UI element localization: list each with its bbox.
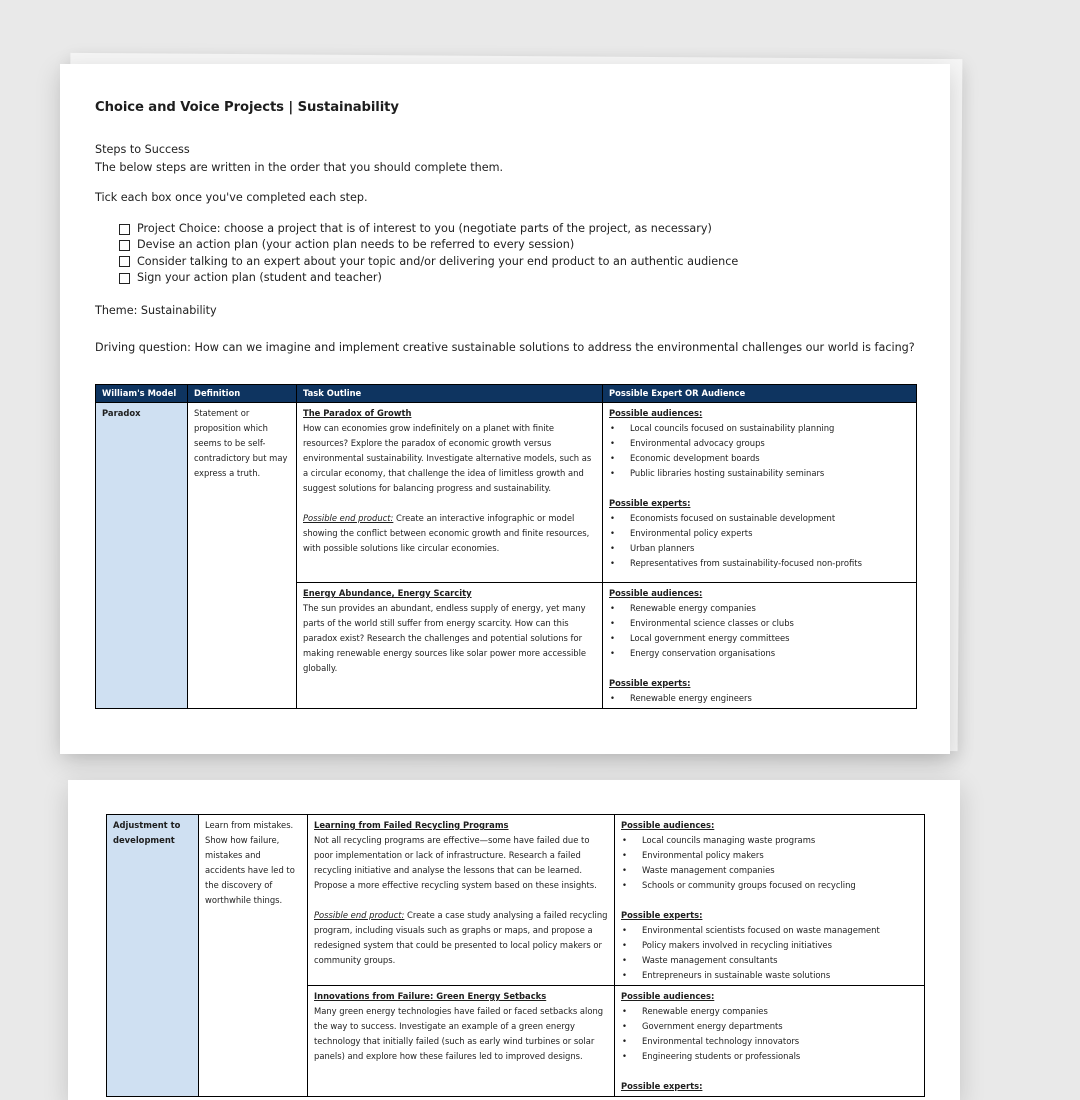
task-title: Innovations from Failure: Green Energy Setbacks	[314, 991, 547, 1001]
experts-label: Possible experts:	[621, 1081, 703, 1091]
list-item: • Environmental scientists focused on waste management	[621, 923, 918, 938]
model-cell: Paradox	[96, 403, 188, 709]
definition-cell: Learn from mistakes. Show how failure, mistakes and accidents have led to the discovery of worthwhile things.	[199, 815, 308, 1097]
experts-list	[609, 511, 910, 571]
list-item: • Policy makers involved in recycling initiatives	[621, 938, 918, 953]
list-item: • Local councils focused on sustainability planning	[609, 421, 910, 436]
list-item: • Renewable energy companies	[609, 601, 910, 616]
list-item: • Renewable energy engineers	[609, 691, 910, 706]
list-item: • Economists focused on sustainable development	[609, 511, 910, 526]
checklist-item[interactable]	[119, 221, 917, 237]
list-item: • Environmental technology innovators	[621, 1034, 918, 1049]
task-body: Not all recycling programs are effective—some have failed due to poor implementation or lack of infrastructure. Research a failed recycling initiative and analyse the lessons that can be learned. Propose a more effective recycling system based on these insights.	[314, 835, 597, 890]
list-item: • Environmental policy experts	[609, 526, 910, 541]
checklist-item-label: Sign your action plan (student and teacher)	[137, 270, 382, 284]
list-item: • Environmental science classes or clubs	[609, 616, 910, 631]
audiences-list	[609, 601, 910, 661]
checklist-item-label: Project Choice: choose a project that is of interest to you (negotiate parts of the project, as necessary)	[137, 222, 712, 235]
checklist-item-label: Devise an action plan (your action plan needs to be referred to every session)	[137, 238, 575, 252]
checklist-item-label: Consider talking to an expert about your topic and/or delivering your end product to an authentic audience	[137, 254, 739, 268]
task-outline-cell	[308, 815, 615, 986]
list-item: • Local councils managing waste programs	[621, 833, 918, 848]
list-item: • Entrepreneurs in sustainable waste solutions	[621, 968, 918, 983]
document-page-2	[68, 780, 960, 1100]
checkbox[interactable]	[119, 273, 130, 284]
document-page-1	[60, 64, 950, 754]
list-item: • Renewable energy companies	[621, 1004, 918, 1019]
steps-checklist	[95, 221, 917, 286]
audiences-list	[609, 421, 910, 481]
theme-line: Theme: Sustainability	[95, 304, 217, 318]
checklist-item[interactable]	[119, 270, 917, 286]
list-item: • Energy conservation organisations	[609, 646, 910, 661]
task-title: Learning from Failed Recycling Programs	[314, 820, 509, 830]
audiences-label: Possible audiences:	[609, 408, 703, 418]
list-item: • Environmental advocacy groups	[609, 436, 910, 451]
checklist-item[interactable]	[119, 254, 917, 270]
williams-model-table	[95, 384, 917, 709]
page-title: Choice and Voice Projects | Sustainability	[95, 100, 399, 115]
experts-label: Possible experts:	[609, 498, 691, 508]
task-outline-cell	[297, 403, 603, 583]
checkbox[interactable]	[119, 240, 130, 251]
task-outline-cell	[297, 583, 603, 709]
header-expert-audience: Possible Expert OR Audience	[603, 385, 917, 403]
list-item: • Representatives from sustainability-focused non-profits	[609, 556, 910, 571]
end-product-label: Possible end product:	[314, 910, 405, 920]
header-williams-model: William's Model	[96, 385, 188, 403]
experts-list	[621, 923, 918, 983]
tick-instruction: Tick each box once you've completed each step.	[95, 191, 368, 204]
list-item: • Engineering students or professionals	[621, 1049, 918, 1064]
audiences-label: Possible audiences:	[609, 588, 703, 598]
expert-audience-cell	[603, 403, 917, 583]
list-item: • Waste management companies	[621, 863, 918, 878]
experts-label: Possible experts:	[609, 678, 691, 688]
audiences-list	[621, 1004, 918, 1064]
williams-model-table-continued	[106, 814, 925, 1097]
checkbox[interactable]	[119, 224, 130, 235]
experts-list	[609, 691, 910, 706]
checklist-item[interactable]	[119, 237, 917, 253]
steps-intro: The below steps are written in the order that you should complete them.	[95, 161, 504, 174]
list-item: • Urban planners	[609, 541, 910, 556]
header-definition: Definition	[188, 385, 297, 403]
list-item: • Waste management consultants	[621, 953, 918, 968]
audiences-label: Possible audiences:	[621, 991, 715, 1001]
end-product-text: Create a case study analysing a failed recycling program, including visuals such as graphs or maps, and propose a redesigned system that could be presented to local policy makers or community groups.	[314, 910, 608, 965]
end-product-text: Create an interactive infographic or model showing the conflict between economic growth and finite resources, with possible solutions like circular economies.	[303, 513, 590, 553]
list-item: • Economic development boards	[609, 451, 910, 466]
list-item: • Public libraries hosting sustainability seminars	[609, 466, 910, 481]
experts-label: Possible experts:	[621, 910, 703, 920]
header-task-outline: Task Outline	[297, 385, 603, 403]
task-body: How can economies grow indefinitely on a planet with finite resources? Explore the paradox of economic growth versus environmental sustainability. Investigate alternative models, such as a circular economy, that challenge the idea of limitless growth and suggest solutions for balancing progress and sustainability.	[303, 423, 592, 493]
steps-heading: Steps to Success	[95, 143, 190, 156]
audiences-label: Possible audiences:	[621, 820, 715, 830]
task-body: Many green energy technologies have failed or faced setbacks along the way to success. Investigate an example of a green energy technology that initially failed (such as early wind turbines or solar panels) and explore how these failures led to improved designs.	[314, 1006, 604, 1061]
expert-audience-cell	[603, 583, 917, 709]
list-item: • Government energy departments	[621, 1019, 918, 1034]
end-product-label: Possible end product:	[303, 513, 394, 523]
task-body: The sun provides an abundant, endless supply of energy, yet many parts of the world still suffer from energy scarcity. How can this paradox exist? Research the challenges and potential solutions for making renewable energy sources like solar power more accessible globally.	[303, 603, 587, 673]
model-cell: Adjustment to development	[107, 815, 199, 1097]
task-title: The Paradox of Growth	[303, 408, 412, 418]
list-item: • Local government energy committees	[609, 631, 910, 646]
table-row	[96, 403, 917, 583]
table-header-row	[96, 385, 917, 403]
list-item: • Schools or community groups focused on recycling	[621, 878, 918, 893]
audiences-list	[621, 833, 918, 893]
table-row	[107, 815, 925, 986]
checkbox[interactable]	[119, 256, 130, 267]
definition-cell: Statement or proposition which seems to be self-contradictory but may express a truth.	[188, 403, 297, 709]
list-item: • Environmental policy makers	[621, 848, 918, 863]
driving-question: Driving question: How can we imagine and implement creative sustainable solutions to address the environmental challenges our world is facing?	[95, 341, 915, 355]
end-product	[314, 908, 608, 968]
expert-audience-cell	[615, 815, 925, 986]
end-product	[303, 511, 596, 556]
task-title: Energy Abundance, Energy Scarcity	[303, 588, 472, 598]
